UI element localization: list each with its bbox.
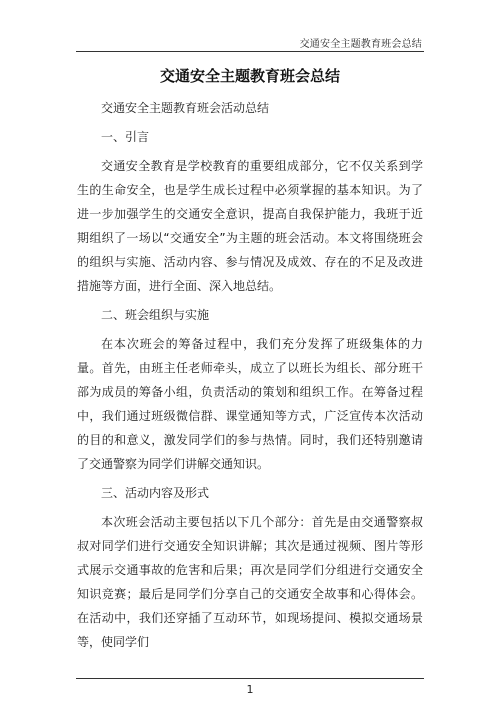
section-paragraph-organization: 在本次班会的筹备过程中，我们充分发挥了班级集体的力量。首先，由班主任老师牵头，成立了以班长为组长、部分班干部为成员的筹备小组，负责活动的策划和组织工作。在筹备过程中，我们通过班级微信群、课堂通知等方式，广泛宣传本次活动的目的和意义，激发同学们的参与热情。同时，我们还特别邀请了交通警察为同学们讲解交通知识。: [77, 337, 423, 471]
section-paragraph-intro: 交通安全教育是学校教育的重要组成部分，它不仅关系到学生的生命安全，也是学生成长过程中必须掌握的基本知识。为了进一步加强学生的交通安全意识，提高自我保护能力，我班于近期组织了一场以“交通安全”为主题的班会活动。本文将围绕班会的组织与实施、活动内容、参与情况及成效、存在的不足及改进措施等方面，进行全面、深入地总结。: [77, 159, 423, 293]
section-paragraph-content: 本次班会活动主要包括以下几个部分：首先是由交通警察叔叔对同学们进行交通安全知识讲解；其次是通过视频、图片等形式展示交通事故的危害和后果；再次是同学们分组进行交通安全知识竞赛；最后是同学们分享自己的交通安全故事和心得体会。在活动中，我们还穿插了互动环节，如现场提问、模拟交通场景等，使同学们: [77, 515, 423, 649]
section-heading-content: 三、活动内容及形式: [101, 486, 210, 500]
running-header: 交通安全主题教育班会总结: [299, 39, 422, 50]
document-title: 交通安全主题教育班会总结: [159, 67, 340, 85]
page-number: 1: [246, 683, 254, 696]
header-divider: [76, 51, 424, 52]
section-heading-intro: 一、引言: [101, 130, 150, 144]
document-subtitle: 交通安全主题教育班会活动总结: [101, 101, 270, 115]
document-body: [77, 96, 423, 654]
section-heading-organization: 二、班会组织与实施: [101, 308, 210, 322]
footer-divider: [76, 678, 424, 679]
